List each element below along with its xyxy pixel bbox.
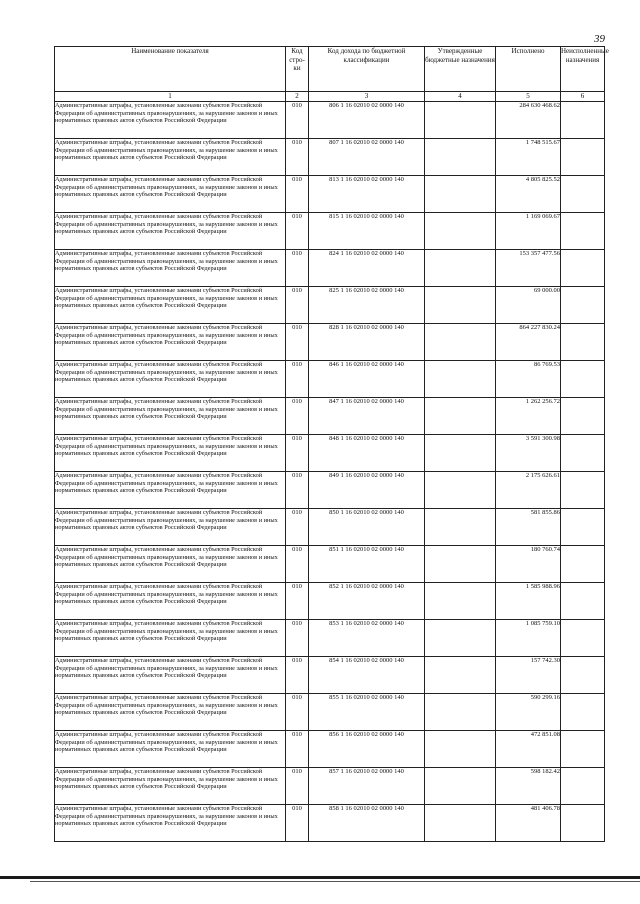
column-number-row	[55, 92, 605, 102]
row-income-code-cell: 847 1 16 02010 02 0000 140	[309, 398, 425, 435]
table-row	[55, 102, 605, 139]
table-row	[55, 176, 605, 213]
row-unexecuted-cell	[561, 768, 605, 805]
row-code-cell: 010	[286, 139, 309, 176]
row-code-cell: 010	[286, 509, 309, 546]
table-row	[55, 731, 605, 768]
row-code-cell: 010	[286, 102, 309, 139]
row-approved-cell	[425, 694, 496, 731]
row-code-cell: 010	[286, 250, 309, 287]
row-code-cell: 010	[286, 620, 309, 657]
row-approved-cell	[425, 620, 496, 657]
row-income-code-cell: 848 1 16 02010 02 0000 140	[309, 435, 425, 472]
row-executed-cell: 3 591 300.98	[496, 435, 561, 472]
column-number: 3	[309, 92, 425, 102]
row-income-code-cell: 856 1 16 02010 02 0000 140	[309, 731, 425, 768]
table-row	[55, 139, 605, 176]
table-row	[55, 324, 605, 361]
row-executed-cell: 481 406.78	[496, 805, 561, 842]
row-code-cell: 010	[286, 213, 309, 250]
row-code-cell: 010	[286, 324, 309, 361]
header-name: Наименование показателя	[55, 47, 286, 92]
row-name-cell: Административные штрафы, установленные законами субъектов Российской Федерации об административных правонарушениях, за нарушение законов и иных нормативных правовых актов субъектов Российской Федерации	[55, 324, 286, 361]
row-code-cell: 010	[286, 546, 309, 583]
column-number: 2	[286, 92, 309, 102]
row-unexecuted-cell	[561, 435, 605, 472]
row-code-cell: 010	[286, 176, 309, 213]
row-code-cell: 010	[286, 435, 309, 472]
table-row	[55, 620, 605, 657]
row-name-cell: Административные штрафы, установленные законами субъектов Российской Федерации об административных правонарушениях, за нарушение законов и иных нормативных правовых актов субъектов Российской Федерации	[55, 213, 286, 250]
row-approved-cell	[425, 472, 496, 509]
row-executed-cell: 180 760.74	[496, 546, 561, 583]
row-approved-cell	[425, 768, 496, 805]
row-income-code-cell: 815 1 16 02010 02 0000 140	[309, 213, 425, 250]
row-income-code-cell: 846 1 16 02010 02 0000 140	[309, 361, 425, 398]
row-unexecuted-cell	[561, 509, 605, 546]
row-unexecuted-cell	[561, 620, 605, 657]
row-approved-cell	[425, 250, 496, 287]
column-number: 4	[425, 92, 496, 102]
row-approved-cell	[425, 287, 496, 324]
header-income-code: Код дохода по бюджетной классификации	[309, 47, 425, 92]
row-income-code-cell: 855 1 16 02010 02 0000 140	[309, 694, 425, 731]
row-unexecuted-cell	[561, 472, 605, 509]
table-row	[55, 250, 605, 287]
table-row	[55, 287, 605, 324]
row-executed-cell: 472 851.08	[496, 731, 561, 768]
table-row	[55, 768, 605, 805]
row-approved-cell	[425, 509, 496, 546]
column-number: 1	[55, 92, 286, 102]
row-approved-cell	[425, 102, 496, 139]
row-income-code-cell: 854 1 16 02010 02 0000 140	[309, 657, 425, 694]
table-row	[55, 509, 605, 546]
row-unexecuted-cell	[561, 398, 605, 435]
row-income-code-cell: 824 1 16 02010 02 0000 140	[309, 250, 425, 287]
row-name-cell: Административные штрафы, установленные законами субъектов Российской Федерации об административных правонарушениях, за нарушение законов и иных нормативных правовых актов субъектов Российской Федерации	[55, 139, 286, 176]
row-unexecuted-cell	[561, 250, 605, 287]
row-code-cell: 010	[286, 731, 309, 768]
row-executed-cell: 2 175 626.61	[496, 472, 561, 509]
row-name-cell: Административные штрафы, установленные законами субъектов Российской Федерации об административных правонарушениях, за нарушение законов и иных нормативных правовых актов субъектов Российской Федерации	[55, 472, 286, 509]
row-income-code-cell: 806 1 16 02010 02 0000 140	[309, 102, 425, 139]
row-code-cell: 010	[286, 472, 309, 509]
row-approved-cell	[425, 324, 496, 361]
table-row	[55, 213, 605, 250]
row-name-cell: Административные штрафы, установленные законами субъектов Российской Федерации об административных правонарушениях, за нарушение законов и иных нормативных правовых актов субъектов Российской Федерации	[55, 805, 286, 842]
row-code-cell: 010	[286, 805, 309, 842]
row-code-cell: 010	[286, 583, 309, 620]
row-code-cell: 010	[286, 287, 309, 324]
row-name-cell: Административные штрафы, установленные законами субъектов Российской Федерации об административных правонарушениях, за нарушение законов и иных нормативных правовых актов субъектов Российской Федерации	[55, 546, 286, 583]
column-number: 6	[561, 92, 605, 102]
row-unexecuted-cell	[561, 546, 605, 583]
row-executed-cell: 284 630 468.62	[496, 102, 561, 139]
row-unexecuted-cell	[561, 694, 605, 731]
row-income-code-cell: 857 1 16 02010 02 0000 140	[309, 768, 425, 805]
row-executed-cell: 581 855.86	[496, 509, 561, 546]
table-row	[55, 583, 605, 620]
row-name-cell: Административные штрафы, установленные законами субъектов Российской Федерации об административных правонарушениях, за нарушение законов и иных нормативных правовых актов субъектов Российской Федерации	[55, 509, 286, 546]
row-income-code-cell: 858 1 16 02010 02 0000 140	[309, 805, 425, 842]
row-name-cell: Административные штрафы, установленные законами субъектов Российской Федерации об административных правонарушениях, за нарушение законов и иных нормативных правовых актов субъектов Российской Федерации	[55, 398, 286, 435]
row-executed-cell: 86 769.53	[496, 361, 561, 398]
row-executed-cell: 157 742.30	[496, 657, 561, 694]
footer-rule-thin	[30, 881, 640, 882]
row-unexecuted-cell	[561, 213, 605, 250]
row-name-cell: Административные штрафы, установленные законами субъектов Российской Федерации об административных правонарушениях, за нарушение законов и иных нормативных правовых актов субъектов Российской Федерации	[55, 620, 286, 657]
table-row	[55, 472, 605, 509]
row-code-cell: 010	[286, 398, 309, 435]
table-row	[55, 398, 605, 435]
row-income-code-cell: 807 1 16 02010 02 0000 140	[309, 139, 425, 176]
row-unexecuted-cell	[561, 102, 605, 139]
row-income-code-cell: 853 1 16 02010 02 0000 140	[309, 620, 425, 657]
row-executed-cell: 4 805 825.52	[496, 176, 561, 213]
budget-report-table	[54, 46, 609, 842]
row-income-code-cell: 813 1 16 02010 02 0000 140	[309, 176, 425, 213]
row-code-cell: 010	[286, 768, 309, 805]
row-approved-cell	[425, 435, 496, 472]
footer-rule	[0, 876, 640, 879]
row-unexecuted-cell	[561, 176, 605, 213]
row-unexecuted-cell	[561, 731, 605, 768]
row-unexecuted-cell	[561, 139, 605, 176]
row-name-cell: Административные штрафы, установленные законами субъектов Российской Федерации об административных правонарушениях, за нарушение законов и иных нормативных правовых актов субъектов Российской Федерации	[55, 731, 286, 768]
column-number: 5	[496, 92, 561, 102]
row-executed-cell: 1 585 988.96	[496, 583, 561, 620]
row-executed-cell: 1 169 069.67	[496, 213, 561, 250]
row-name-cell: Административные штрафы, установленные законами субъектов Российской Федерации об административных правонарушениях, за нарушение законов и иных нормативных правовых актов субъектов Российской Федерации	[55, 583, 286, 620]
row-executed-cell: 1 085 759.10	[496, 620, 561, 657]
row-unexecuted-cell	[561, 361, 605, 398]
row-name-cell: Административные штрафы, установленные законами субъектов Российской Федерации об административных правонарушениях, за нарушение законов и иных нормативных правовых актов субъектов Российской Федерации	[55, 768, 286, 805]
row-name-cell: Административные штрафы, установленные законами субъектов Российской Федерации об административных правонарушениях, за нарушение законов и иных нормативных правовых актов субъектов Российской Федерации	[55, 435, 286, 472]
table-row	[55, 694, 605, 731]
table-header	[55, 47, 609, 92]
row-executed-cell: 1 748 515.67	[496, 139, 561, 176]
row-executed-cell: 598 182.42	[496, 768, 561, 805]
row-name-cell: Административные штрафы, установленные законами субъектов Российской Федерации об административных правонарушениях, за нарушение законов и иных нормативных правовых актов субъектов Российской Федерации	[55, 287, 286, 324]
row-approved-cell	[425, 583, 496, 620]
row-name-cell: Административные штрафы, установленные законами субъектов Российской Федерации об административных правонарушениях, за нарушение законов и иных нормативных правовых актов субъектов Российской Федерации	[55, 694, 286, 731]
row-executed-cell: 590 299.16	[496, 694, 561, 731]
row-unexecuted-cell	[561, 287, 605, 324]
row-income-code-cell: 849 1 16 02010 02 0000 140	[309, 472, 425, 509]
row-approved-cell	[425, 546, 496, 583]
row-approved-cell	[425, 805, 496, 842]
row-name-cell: Административные штрафы, установленные законами субъектов Российской Федерации об административных правонарушениях, за нарушение законов и иных нормативных правовых актов субъектов Российской Федерации	[55, 657, 286, 694]
row-code-cell: 010	[286, 657, 309, 694]
table-row	[55, 546, 605, 583]
row-approved-cell	[425, 176, 496, 213]
row-approved-cell	[425, 361, 496, 398]
table-row	[55, 805, 605, 842]
row-unexecuted-cell	[561, 583, 605, 620]
row-executed-cell: 69 000.00	[496, 287, 561, 324]
row-name-cell: Административные штрафы, установленные законами субъектов Российской Федерации об административных правонарушениях, за нарушение законов и иных нормативных правовых актов субъектов Российской Федерации	[55, 176, 286, 213]
row-income-code-cell: 851 1 16 02010 02 0000 140	[309, 546, 425, 583]
table-row	[55, 657, 605, 694]
header-approved: Утвержденные бюджетные назначения	[425, 47, 496, 92]
row-income-code-cell: 828 1 16 02010 02 0000 140	[309, 324, 425, 361]
row-income-code-cell: 850 1 16 02010 02 0000 140	[309, 509, 425, 546]
table-row	[55, 361, 605, 398]
row-unexecuted-cell	[561, 324, 605, 361]
row-executed-cell: 864 227 830.24	[496, 324, 561, 361]
header-executed: Исполнено	[496, 47, 561, 92]
header-unexecuted: Неисполненные назначения	[561, 47, 605, 92]
row-income-code-cell: 852 1 16 02010 02 0000 140	[309, 583, 425, 620]
row-name-cell: Административные штрафы, установленные законами субъектов Российской Федерации об административных правонарушениях, за нарушение законов и иных нормативных правовых актов субъектов Российской Федерации	[55, 102, 286, 139]
table-row	[55, 435, 605, 472]
row-code-cell: 010	[286, 694, 309, 731]
row-code-cell: 010	[286, 361, 309, 398]
row-approved-cell	[425, 398, 496, 435]
row-name-cell: Административные штрафы, установленные законами субъектов Российской Федерации об административных правонарушениях, за нарушение законов и иных нормативных правовых актов субъектов Российской Федерации	[55, 361, 286, 398]
header-code: Код стро-ки	[286, 47, 309, 92]
row-approved-cell	[425, 213, 496, 250]
row-unexecuted-cell	[561, 805, 605, 842]
table-body	[55, 102, 605, 842]
row-unexecuted-cell	[561, 657, 605, 694]
row-executed-cell: 1 262 256.72	[496, 398, 561, 435]
row-name-cell: Административные штрафы, установленные законами субъектов Российской Федерации об административных правонарушениях, за нарушение законов и иных нормативных правовых актов субъектов Российской Федерации	[55, 250, 286, 287]
row-approved-cell	[425, 657, 496, 694]
row-income-code-cell: 825 1 16 02010 02 0000 140	[309, 287, 425, 324]
row-executed-cell: 153 357 477.56	[496, 250, 561, 287]
row-approved-cell	[425, 731, 496, 768]
page-number: 39	[594, 33, 605, 45]
row-approved-cell	[425, 139, 496, 176]
